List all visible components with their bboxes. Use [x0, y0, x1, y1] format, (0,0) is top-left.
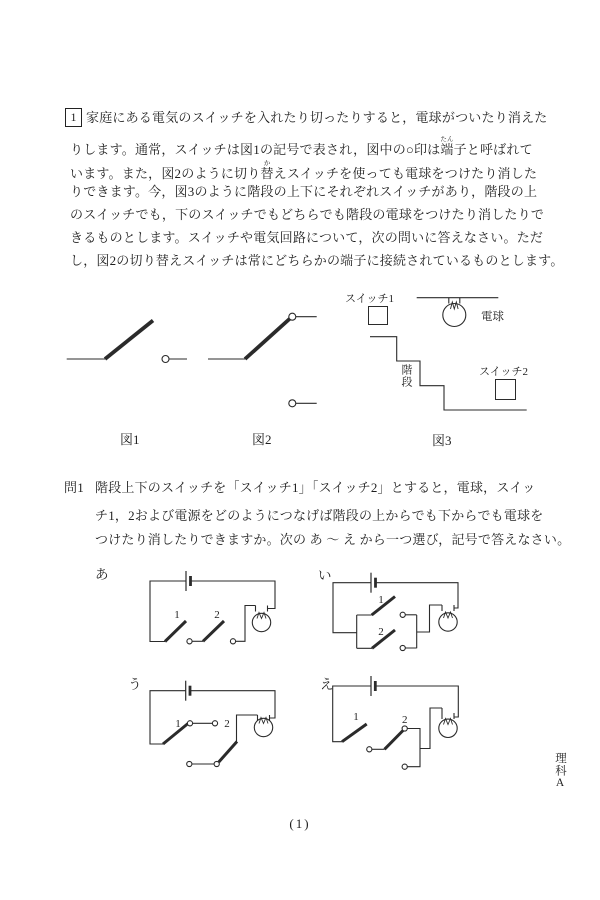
- terminal-circle: [212, 721, 217, 726]
- question1-text-line: 階段上下のスイッチを「スイッチ1」「スイッチ2」とすると，電球，スイッ: [95, 480, 536, 495]
- problem-text-line: 家庭にある電気のスイッチを入れたり切ったりすると，電球がついたり消えた: [86, 110, 548, 125]
- text-segment: りします。通常，スイッチは図1の記号で表され，図中の○印は: [70, 142, 441, 157]
- ruby-text: たん: [440, 136, 454, 143]
- bulb-neck: [449, 298, 460, 304]
- fig3-switch1-label: スイッチ1: [345, 293, 395, 305]
- option-a-label: あ: [95, 567, 109, 582]
- terminal-circle: [187, 761, 192, 766]
- switch2-number-label: 2: [378, 626, 384, 638]
- problem-text-line: [70, 136, 533, 159]
- question1-number: 問1: [64, 480, 84, 495]
- fig3-switch2-label: スイッチ2: [479, 366, 529, 378]
- problem-text-line: [70, 160, 537, 183]
- problem-text-line: のスイッチでも，下のスイッチでもどちらでも階段の電球をつけたり消したりで: [70, 207, 545, 222]
- option-u-label: う: [128, 677, 142, 692]
- fig2-changeover-switch-diagram: [203, 303, 323, 411]
- ruby-annotation: [440, 136, 454, 157]
- terminal-circle: [400, 645, 405, 650]
- option-e-label: え: [320, 677, 334, 692]
- switch1-blade: [342, 724, 367, 742]
- ruby-base: 端: [440, 142, 454, 157]
- junction-bar-right: [405, 615, 416, 648]
- terminal-circle: [214, 761, 219, 766]
- text-segment: えスイッチを使っても電球をつけたり消した: [273, 166, 538, 181]
- fig1-caption: 図1: [120, 432, 140, 447]
- switch2-blade: [385, 731, 404, 750]
- circuit-e-diagram: [320, 674, 480, 792]
- problem-number-box: 1: [65, 108, 82, 127]
- switch-blade: [245, 319, 290, 360]
- bulb-glass: [439, 719, 457, 737]
- fig3-switch1-box: [368, 306, 388, 325]
- terminal-circle: [187, 639, 192, 644]
- junction-bar-left: [357, 615, 372, 648]
- wire-and-bulb-neck: [417, 605, 454, 632]
- problem-text-line: し，図2の切り替えスイッチは常にどちらかの端子に接続されているものとします。: [70, 253, 564, 268]
- bulb-glass: [439, 613, 457, 631]
- terminal-circle: [187, 721, 192, 726]
- switch1-number-label: 1: [174, 609, 180, 621]
- option-i-label: い: [318, 568, 332, 583]
- fig2-caption: 図2: [252, 432, 272, 447]
- fig3-stairs-label: 階段: [400, 364, 412, 388]
- terminal-circle: [400, 612, 405, 617]
- switch2-number-label: 2: [224, 718, 230, 730]
- switch1-number-label: 1: [175, 718, 181, 730]
- terminal-circle: [162, 356, 169, 363]
- page-number: (1): [289, 816, 311, 831]
- switch1-blade: [165, 621, 186, 642]
- terminal-circle: [367, 747, 372, 752]
- switch2-number-label: 2: [214, 609, 220, 621]
- ruby-text: か: [260, 160, 274, 167]
- switch2-number-label: 2: [401, 714, 408, 726]
- wire-and-bulb-neck: [236, 606, 268, 642]
- question1-text-line: チ1，2および電源をどのようにつなげば階段の上からでも下からでも電球を: [95, 508, 544, 523]
- switch-blade: [105, 321, 153, 360]
- switch2-blade: [203, 621, 224, 641]
- fig3-bulb-label: 電球: [481, 311, 504, 323]
- question1-text-line: つけたり消したりできますか。次の あ ～ え から一つ選び，記号で答えなさい。: [95, 532, 571, 547]
- problem-text-line: りできます。今，図3のように階段の上下にそれぞれスイッチがあり，階段の上: [70, 184, 538, 199]
- bulb-glass: [443, 304, 466, 327]
- terminal-circle: [402, 764, 407, 769]
- terminal-circle-top: [289, 313, 296, 320]
- text-segment: 子と呼ばれて: [453, 142, 533, 157]
- subject-side-label: 理科A: [554, 752, 566, 790]
- fig1-switch-diagram: [60, 306, 195, 370]
- circuit-i-diagram: [330, 566, 490, 666]
- wire-and-bulb-neck: [237, 715, 270, 742]
- bulb-glass: [254, 718, 272, 736]
- switch1-number-label: 1: [378, 594, 384, 606]
- switch1-number-label: 1: [353, 711, 359, 723]
- circuit-a-diagram: [120, 566, 280, 666]
- fig3-caption: 図3: [432, 433, 452, 448]
- terminal-circle: [230, 639, 235, 644]
- ruby-annotation: [260, 160, 274, 181]
- circuit-u-diagram: [130, 674, 290, 792]
- switch2-blade: [219, 742, 237, 763]
- terminal-circle: [402, 726, 407, 731]
- wire: [150, 691, 275, 744]
- terminal-circle-bottom: [289, 400, 296, 407]
- fig3-switch2-box: [495, 379, 516, 400]
- ruby-base: 替: [260, 166, 274, 181]
- bulb-glass: [252, 613, 270, 631]
- text-segment: います。また，図2のように切り: [70, 166, 261, 181]
- problem-text-line: きるものとします。スイッチや電気回路について，次の問いに答えなさい。ただ: [70, 230, 544, 245]
